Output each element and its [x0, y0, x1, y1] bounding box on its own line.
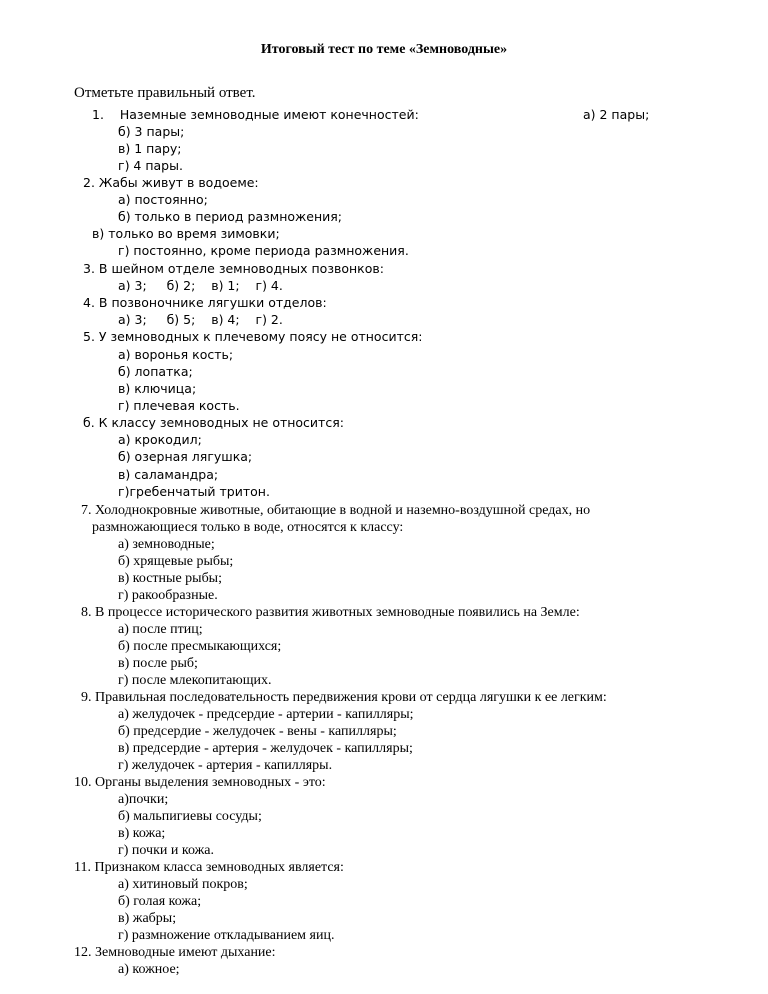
question-12-text: 12. Земноводные имеют дыхание:: [74, 945, 276, 960]
answer-option: а) хитиновый покров;: [118, 877, 248, 892]
answer-option: г) после млекопитающих.: [118, 673, 272, 688]
answer-option: в) предсердие - артерия - желудочек - капилляры;: [118, 741, 413, 756]
answer-option: г) размножение откладыванием яиц.: [118, 928, 335, 943]
question-4-text: 4. В позвоночнике лягушки отделов:: [83, 295, 327, 310]
answer-option: а)почки;: [118, 792, 169, 807]
question-number: 1.: [92, 107, 104, 122]
answer-option: б) предсердие - желудочек - вены - капилляры;: [118, 724, 397, 739]
answer-option: а) 2 пары;: [583, 107, 650, 122]
answer-option: г) постоянно, кроме периода размножения.: [118, 243, 409, 258]
answer-option: б) 2;: [166, 278, 196, 293]
answer-option: г)гребенчатый тритон.: [118, 484, 270, 499]
answer-option: г) почки и кожа.: [118, 843, 214, 858]
answer-options-row: [118, 277, 283, 294]
answer-option: в) кожа;: [118, 826, 166, 841]
answer-option: а) 3;: [118, 312, 147, 327]
answer-option: а) 3;: [118, 278, 147, 293]
question-9-text: 9. Правильная последовательность передвижения крови от сердца лягушки к ее легким:: [81, 690, 607, 705]
answer-option: б) лопатка;: [118, 364, 193, 379]
question-11-text: 11. Признаком класса земноводных является:: [74, 860, 344, 875]
question-7-text-line2: размножающиеся только в воде, относятся к классу:: [92, 520, 404, 535]
question-5-text: 5. У земноводных к плечевому поясу не относится:: [83, 329, 423, 344]
answer-option: в) жабры;: [118, 911, 177, 926]
answer-option: б) 3 пары;: [118, 124, 185, 139]
answer-option: а) после птиц;: [118, 622, 203, 637]
answer-options-row: [118, 311, 283, 328]
answer-option: а) земноводные;: [118, 537, 215, 552]
answer-option: а) воронья кость;: [118, 347, 234, 362]
answer-option: а) кожное;: [118, 962, 180, 977]
question-3-text: 3. В шейном отделе земноводных позвонков:: [83, 261, 384, 276]
answer-option: в) после рыб;: [118, 656, 198, 671]
question-2-text: 2. Жабы живут в водоеме:: [83, 175, 259, 190]
answer-option: б) хрящевые рыбы;: [118, 554, 234, 569]
answer-option: а) крокодил;: [118, 432, 202, 447]
question-8-text: 8. В процессе исторического развития животных земноводные появились на Земле:: [81, 605, 580, 620]
answer-option: б) только в период размножения;: [118, 209, 343, 224]
instruction-text: Отметьте правильный ответ.: [74, 85, 256, 101]
answer-option: г) 2.: [255, 312, 283, 327]
answer-option: а) постоянно;: [118, 192, 208, 207]
answer-option: б) озерная лягушка;: [118, 449, 253, 464]
answer-option: б) 5;: [166, 312, 196, 327]
answer-option: г) желудочек - артерия - капилляры.: [118, 758, 333, 773]
answer-option: в) 1;: [211, 278, 240, 293]
answer-option: г) плечевая кость.: [118, 398, 240, 413]
question-text: Наземные земноводные имеют конечностей:: [119, 107, 419, 122]
answer-option: а) желудочек - предсердие - артерии - капилляры;: [118, 707, 414, 722]
answer-option: в) саламандра;: [118, 467, 219, 482]
answer-option: г) 4.: [255, 278, 283, 293]
answer-option: в) 4;: [211, 312, 240, 327]
answer-option: в) только во время зимовки;: [92, 226, 280, 241]
answer-option: б) голая кожа;: [118, 894, 202, 909]
answer-option: в) 1 пару;: [118, 141, 182, 156]
answer-option: в) ключица;: [118, 381, 197, 396]
answer-option: г) 4 пары.: [118, 158, 183, 173]
document-title: Итоговый тест по теме «Земноводные»: [260, 42, 508, 57]
answer-option: б) после пресмыкающихся;: [118, 639, 282, 654]
question-10-text: 10. Органы выделения земноводных - это:: [74, 775, 326, 790]
answer-option: г) ракообразные.: [118, 588, 218, 603]
answer-option: в) костные рыбы;: [118, 571, 222, 586]
answer-option: б) мальпигиевы сосуды;: [118, 809, 262, 824]
question-1: [92, 106, 419, 123]
question-7-text-line1: 7. Холоднокровные животные, обитающие в водной и наземно-воздушной средах, но: [81, 503, 591, 518]
question-6-text: б. К классу земноводных не относится:: [83, 415, 344, 430]
